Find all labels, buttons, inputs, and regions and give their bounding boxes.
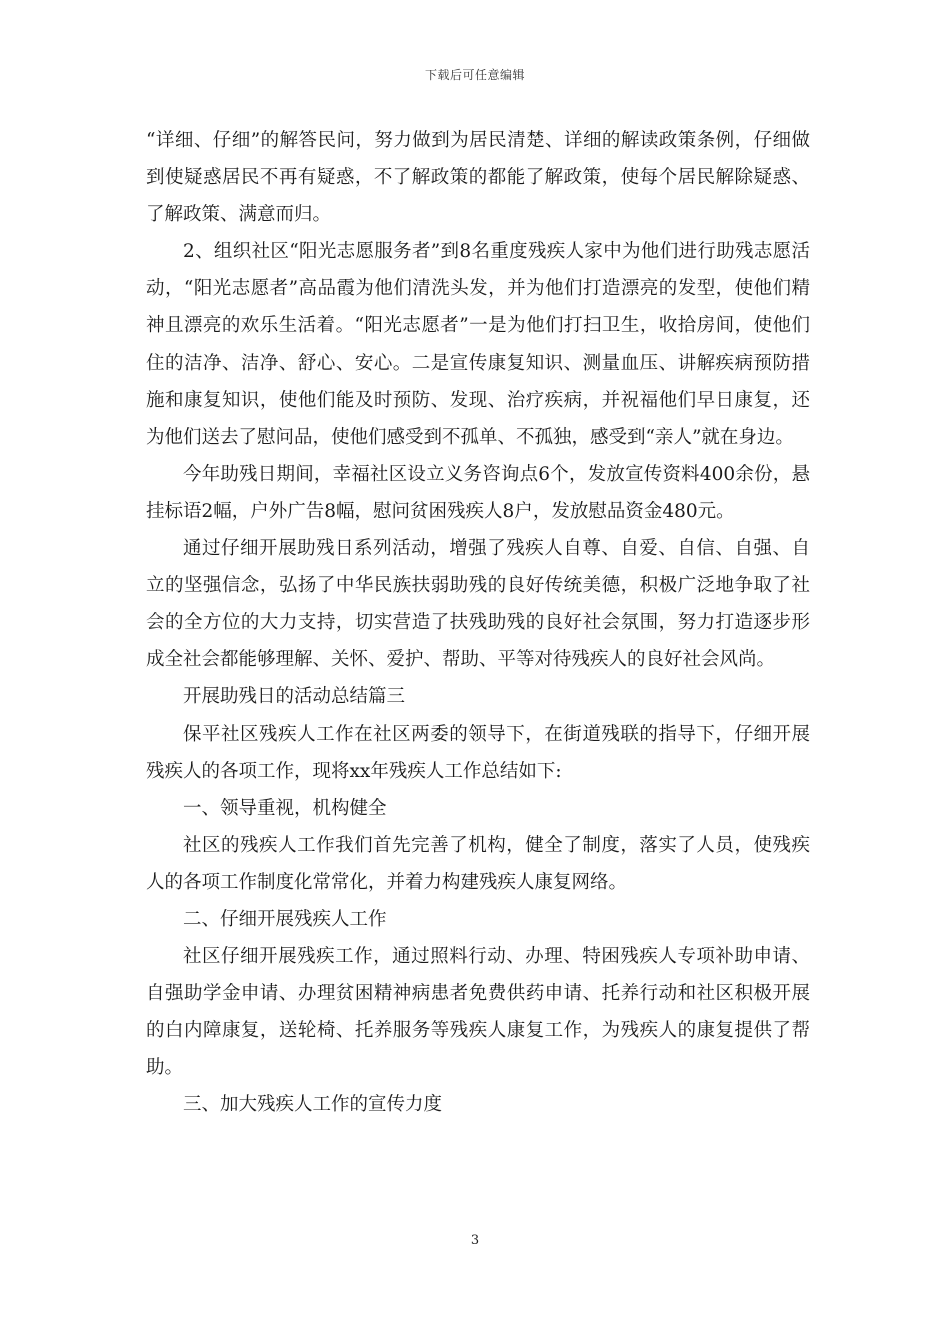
paragraph-volunteer-activity: 2、组织社区“阳光志愿服务者”到8名重度残疾人家中为他们进行助残志愿活动，“阳光志愿者”高品霞为他们清洗头发，并为他们打造漂亮的发型，使他们精神且漂亮的欢乐生活着。“阳光志愿者”一是为他们打扫卫生，收拾房间，使他们住的洁净、洁净、舒心、安心。二是宣传康复知识、测量血压、讲解疾病预防措施和康复知识，使他们能及时预防、发现、治疗疾病，并祝福他们早日康复，还为他们送去了慰问品，使他们感受到不孤单、不孤独，感受到“亲人”就在身边。	[146, 241, 810, 448]
paragraph-rehabilitation: 社区仔细开展残疾工作，通过照料行动、办理、特困残疾人专项补助申请、自强助学金申请、办理贫困精神病患者免费供药申请、托养行动和社区积极开展的白内障康复，送轮椅、托养服务等残疾人康复工作，为残疾人的康复提供了帮助。	[146, 946, 810, 1079]
page-header: 下载后可任意编辑	[424, 68, 525, 82]
section-heading: 开展助残日的活动总结篇三	[183, 686, 406, 708]
subheading-one: 一、领导重视，机构健全	[183, 797, 387, 819]
subheading-three: 三、加大残疾人工作的宣传力度	[183, 1094, 443, 1116]
paragraph-summary: 通过仔细开展助残日系列活动，增强了残疾人自尊、自爱、自信、自强、自立的坚强信念，弘扬了中华民族扶弱助残的良好传统美德，积极广泛地争取了社会的全方位的大力支持，切实营造了扶残助残的良好社会氛围，努力打造逐步形成全社会都能够理解、关怀、爱护、帮助、平等对待残疾人的良好社会风尚。	[146, 538, 810, 671]
paragraph-organization: 社区的残疾人工作我们首先完善了机构，健全了制度，落实了人员，使残疾人的各项工作制度化常常化，并着力构建残疾人康复网络。	[146, 834, 810, 893]
subheading-two: 二、仔细开展残疾人工作	[183, 908, 387, 930]
document-body	[146, 122, 810, 1124]
paragraph-continuation: “详细、仔细”的解答民问，努力做到为居民清楚、详细的解读政策条例，仔细做到使疑惑居民不再有疑惑，不了解政策的都能了解政策，使每个居民解除疑惑、了解政策、满意而归。	[146, 130, 810, 226]
paragraph-intro: 保平社区残疾人工作在社区两委的领导下，在街道残联的指导下，仔细开展残疾人的各项工作，现将xx年残疾人工作总结如下:	[146, 723, 810, 782]
page-number: 3	[470, 1233, 480, 1248]
paragraph-statistics: 今年助残日期间，幸福社区设立义务咨询点6个，发放宣传资料400余份，悬挂标语2幅，户外广告8幅，慰问贫困残疾人8户，发放慰品资金480元。	[146, 463, 810, 522]
